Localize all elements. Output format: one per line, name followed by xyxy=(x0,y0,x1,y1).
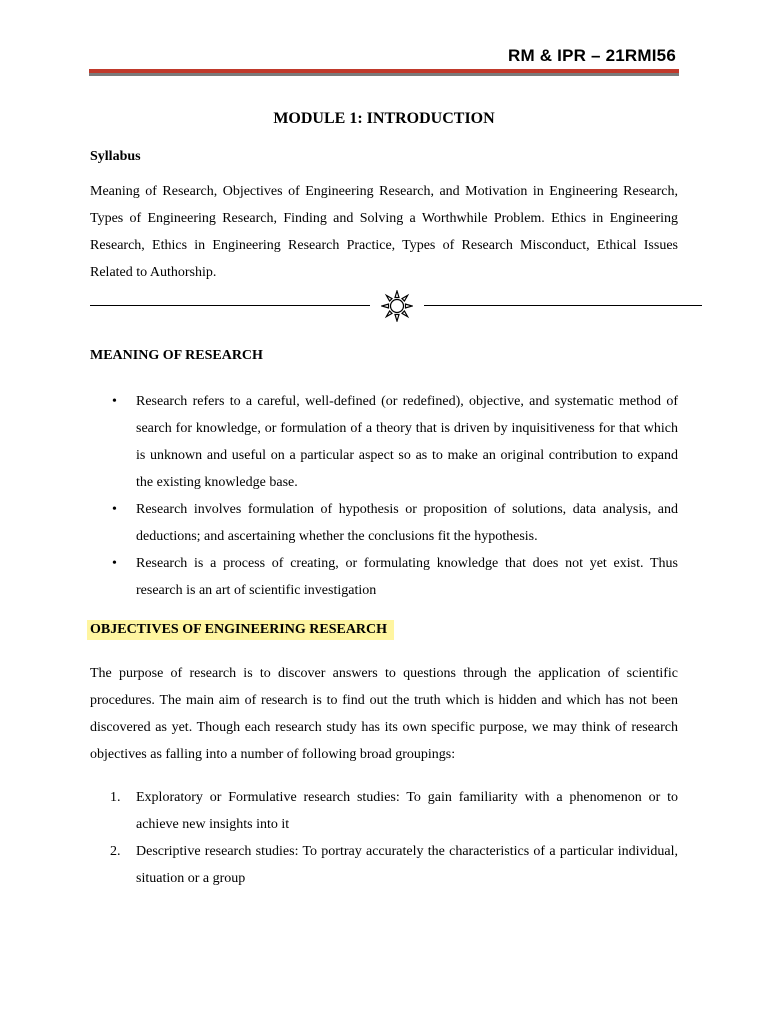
item-number: 2. xyxy=(110,844,121,859)
item-text: Exploratory or Formulative research studies: To gain familiarity with a phenomenon or to achieve new insights into it xyxy=(136,790,678,832)
item-text: Descriptive research studies: To portray accurately the characteristics of a particular individual, situation or a group xyxy=(136,844,678,886)
module-title: MODULE 1: INTRODUCTION xyxy=(273,110,495,127)
syllabus-heading: Syllabus xyxy=(90,149,141,164)
bullet-icon: • xyxy=(112,556,117,571)
bullet-icon: • xyxy=(112,394,117,409)
document-header-title: RM & IPR – 21RMI56 xyxy=(508,46,676,65)
syllabus-text: Meaning of Research, Objectives of Engineering Research, and Motivation in Engineering Research, Types of Engineering Research, Finding and Solving a Worthwhile Problem. Ethics in Engineering Research, Ethics in Engineering Research Practice, Types of Research Misconduct, Ethical Issues Related to Authorship. xyxy=(90,184,678,280)
list-item xyxy=(90,496,678,550)
list-item xyxy=(90,838,678,892)
bullet-text: Research is a process of creating, or formulating knowledge that does not yet exist. Thus research is an art of scientific investigation xyxy=(136,556,678,598)
item-number: 1. xyxy=(110,790,121,805)
meaning-heading: MEANING OF RESEARCH xyxy=(90,348,263,363)
bullet-text: Research refers to a careful, well-defined (or redefined), objective, and systematic method of search for knowledge, or formulation of a theory that is driven by inquisitiveness for that which is unknown and useful on a particular aspect so as to make an original contribution to expand the existing knowledge base. xyxy=(136,394,678,490)
objectives-numbered-list xyxy=(90,784,678,892)
bullet-icon: • xyxy=(112,502,117,517)
divider-line-right xyxy=(424,305,702,306)
objectives-paragraph: The purpose of research is to discover answers to questions through the application of scientific procedures. The main aim of research is to find out the truth which is hidden and which has not been discovered as yet. Though each research study has its own specific purpose, we may think of research objectives as falling into a number of following broad groupings: xyxy=(90,666,678,762)
header-rule xyxy=(89,69,679,73)
sun-icon xyxy=(381,290,413,322)
list-item xyxy=(90,550,678,604)
meaning-bullet-list xyxy=(90,388,678,604)
objectives-heading: OBJECTIVES OF ENGINEERING RESEARCH xyxy=(87,620,394,640)
list-item xyxy=(90,784,678,838)
section-divider xyxy=(90,290,702,322)
divider-line-left xyxy=(90,305,370,306)
bullet-text: Research involves formulation of hypothesis or proposition of solutions, data analysis, and deductions; and ascertaining whether the conclusions fit the hypothesis. xyxy=(136,502,678,544)
list-item xyxy=(90,388,678,496)
